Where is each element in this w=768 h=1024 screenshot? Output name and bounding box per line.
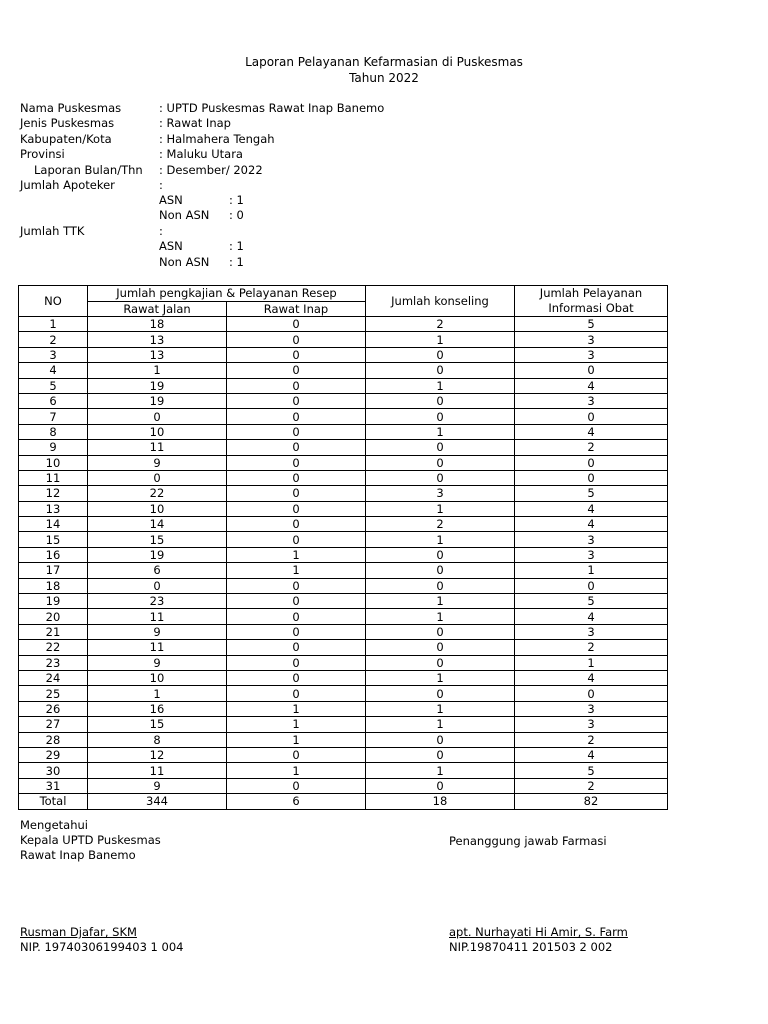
cell-konseling: 3 (366, 486, 515, 501)
cell-rawat-inap: 0 (227, 594, 366, 609)
table-row (19, 440, 668, 455)
cell-rawat-jalan: 11 (88, 763, 227, 778)
cell-rawat-jalan: 9 (88, 778, 227, 793)
cell-rawat-inap: 0 (227, 455, 366, 470)
cell-no: 3 (19, 347, 88, 362)
cell-rawat-jalan: 0 (88, 409, 227, 424)
cell-rawat-inap: 0 (227, 517, 366, 532)
cell-rawat-inap: 1 (227, 701, 366, 716)
cell-rawat-inap: 0 (227, 578, 366, 593)
cell-no: 15 (19, 532, 88, 547)
cell-no: 16 (19, 547, 88, 562)
cell-no: 2 (19, 332, 88, 347)
cell-pio: 5 (515, 594, 668, 609)
cell-pio: 0 (515, 409, 668, 424)
table-row (19, 424, 668, 439)
cell-rawat-jalan: 11 (88, 440, 227, 455)
info-apoteker-label: Jumlah Apoteker (20, 178, 115, 192)
cell-no: 24 (19, 670, 88, 685)
cell-pio: 2 (515, 778, 668, 793)
cell-konseling: 0 (366, 409, 515, 424)
table-row (19, 347, 668, 362)
cell-rawat-inap: 1 (227, 547, 366, 562)
cell-pio: 4 (515, 517, 668, 532)
cell-pio: 2 (515, 640, 668, 655)
cell-no: 6 (19, 393, 88, 408)
cell-pio: 0 (515, 686, 668, 701)
cell-rawat-jalan: 14 (88, 517, 227, 532)
cell-no: 25 (19, 686, 88, 701)
cell-no: 29 (19, 747, 88, 762)
sig-right-nip: NIP.19870411 201503 2 002 (449, 940, 613, 954)
cell-pio: 4 (515, 501, 668, 516)
info-apoteker-nonasn-value: : 0 (229, 208, 244, 222)
header-rawat-jalan: Rawat Jalan (88, 301, 227, 317)
cell-rawat-inap: 0 (227, 440, 366, 455)
cell-no: 22 (19, 640, 88, 655)
cell-no: 20 (19, 609, 88, 624)
cell-konseling: 0 (366, 470, 515, 485)
cell-pio: 4 (515, 609, 668, 624)
cell-konseling: 0 (366, 455, 515, 470)
header-rawat-inap: Rawat Inap (227, 301, 366, 317)
cell-rawat-jalan: 8 (88, 732, 227, 747)
cell-konseling: 0 (366, 363, 515, 378)
header-konseling: Jumlah konseling (366, 286, 515, 317)
cell-rawat-inap: 0 (227, 532, 366, 547)
table-row (19, 409, 668, 424)
cell-no: 17 (19, 563, 88, 578)
cell-no: 28 (19, 732, 88, 747)
cell-rawat-jalan: 16 (88, 701, 227, 716)
cell-rawat-inap: 0 (227, 624, 366, 639)
cell-konseling: 0 (366, 347, 515, 362)
info-ttk-asn-label: ASN (159, 239, 183, 253)
cell-konseling: 0 (366, 624, 515, 639)
cell-rawat-inap: 1 (227, 763, 366, 778)
sig-left-name: Rusman Djafar, SKM (20, 925, 137, 939)
cell-pio: 0 (515, 363, 668, 378)
cell-rawat-inap: 0 (227, 778, 366, 793)
cell-pio: 3 (515, 347, 668, 362)
table-row (19, 701, 668, 716)
table-body (19, 317, 668, 794)
info-laporan-label: Laporan Bulan/Thn (34, 163, 143, 177)
cell-konseling: 1 (366, 609, 515, 624)
sig-left-line3: Rawat Inap Banemo (20, 848, 136, 862)
cell-pio: 3 (515, 624, 668, 639)
info-nama-value: : UPTD Puskesmas Rawat Inap Banemo (159, 101, 385, 115)
cell-rawat-jalan: 15 (88, 532, 227, 547)
cell-rawat-inap: 0 (227, 640, 366, 655)
cell-konseling: 1 (366, 701, 515, 716)
info-prov-value: : Maluku Utara (159, 147, 243, 161)
table-row (19, 594, 668, 609)
table-row (19, 655, 668, 670)
header-pio-line2: Informasi Obat (548, 301, 634, 315)
cell-konseling: 0 (366, 778, 515, 793)
table-row (19, 609, 668, 624)
info-jenis-label: Jenis Puskesmas (20, 116, 115, 130)
table-row (19, 363, 668, 378)
info-prov-label: Provinsi (20, 147, 65, 161)
header-no: NO (19, 286, 88, 317)
cell-rawat-inap: 0 (227, 393, 366, 408)
table-row (19, 517, 668, 532)
report-table (18, 285, 668, 810)
cell-rawat-inap: 0 (227, 486, 366, 501)
cell-pio: 5 (515, 317, 668, 332)
table-row (19, 686, 668, 701)
table-row (19, 640, 668, 655)
cell-no: 1 (19, 317, 88, 332)
info-jenis-value: : Rawat Inap (159, 116, 231, 130)
info-ttk-colon: : (159, 224, 163, 238)
cell-konseling: 1 (366, 670, 515, 685)
total-pio: 82 (515, 794, 668, 809)
info-apoteker-asn-value: : 1 (229, 193, 244, 207)
cell-konseling: 0 (366, 578, 515, 593)
cell-rawat-jalan: 0 (88, 578, 227, 593)
cell-rawat-jalan: 12 (88, 747, 227, 762)
cell-rawat-jalan: 11 (88, 609, 227, 624)
cell-pio: 1 (515, 655, 668, 670)
cell-konseling: 0 (366, 686, 515, 701)
cell-konseling: 1 (366, 594, 515, 609)
cell-pio: 4 (515, 670, 668, 685)
cell-konseling: 2 (366, 317, 515, 332)
cell-pio: 1 (515, 563, 668, 578)
cell-no: 11 (19, 470, 88, 485)
cell-rawat-jalan: 10 (88, 424, 227, 439)
cell-konseling: 2 (366, 517, 515, 532)
total-rawat-inap: 6 (227, 794, 366, 809)
table-row (19, 455, 668, 470)
cell-pio: 3 (515, 547, 668, 562)
cell-rawat-jalan: 1 (88, 363, 227, 378)
table-row (19, 778, 668, 793)
cell-rawat-inap: 0 (227, 501, 366, 516)
cell-konseling: 0 (366, 747, 515, 762)
cell-rawat-inap: 0 (227, 686, 366, 701)
cell-pio: 4 (515, 424, 668, 439)
table-row (19, 624, 668, 639)
cell-rawat-jalan: 9 (88, 624, 227, 639)
cell-no: 30 (19, 763, 88, 778)
cell-konseling: 0 (366, 563, 515, 578)
cell-rawat-jalan: 18 (88, 317, 227, 332)
cell-pio: 3 (515, 717, 668, 732)
cell-rawat-jalan: 15 (88, 717, 227, 732)
sig-left-line1: Mengetahui (20, 818, 88, 832)
table-row (19, 747, 668, 762)
table-row (19, 486, 668, 501)
cell-no: 27 (19, 717, 88, 732)
table-row (19, 547, 668, 562)
total-row (19, 794, 668, 809)
cell-konseling: 0 (366, 732, 515, 747)
table-row (19, 332, 668, 347)
table-row (19, 732, 668, 747)
cell-rawat-inap: 0 (227, 332, 366, 347)
info-ttk-label: Jumlah TTK (20, 224, 85, 238)
total-label: Total (19, 794, 88, 809)
cell-no: 23 (19, 655, 88, 670)
report-title: Laporan Pelayanan Kefarmasian di Puskesmas (245, 55, 523, 69)
cell-pio: 2 (515, 440, 668, 455)
cell-no: 5 (19, 378, 88, 393)
cell-no: 4 (19, 363, 88, 378)
cell-rawat-jalan: 19 (88, 393, 227, 408)
cell-rawat-inap: 0 (227, 747, 366, 762)
cell-no: 9 (19, 440, 88, 455)
cell-rawat-jalan: 22 (88, 486, 227, 501)
cell-pio: 3 (515, 532, 668, 547)
cell-konseling: 0 (366, 547, 515, 562)
info-apoteker-nonasn-label: Non ASN (159, 208, 210, 222)
cell-rawat-jalan: 9 (88, 655, 227, 670)
cell-rawat-jalan: 0 (88, 470, 227, 485)
header-pio-line1: Jumlah Pelayanan (539, 286, 643, 300)
cell-konseling: 1 (366, 424, 515, 439)
cell-rawat-inap: 0 (227, 670, 366, 685)
table-row (19, 378, 668, 393)
info-kab-value: : Halmahera Tengah (159, 132, 275, 146)
cell-pio: 5 (515, 486, 668, 501)
cell-konseling: 0 (366, 640, 515, 655)
info-kab-label: Kabupaten/Kota (20, 132, 112, 146)
cell-rawat-inap: 0 (227, 409, 366, 424)
sig-right-name: apt. Nurhayati Hi Amir, S. Farm (449, 925, 628, 939)
cell-rawat-inap: 0 (227, 378, 366, 393)
total-konseling: 18 (366, 794, 515, 809)
total-rawat-jalan: 344 (88, 794, 227, 809)
cell-rawat-jalan: 11 (88, 640, 227, 655)
cell-rawat-jalan: 6 (88, 563, 227, 578)
cell-konseling: 0 (366, 655, 515, 670)
cell-konseling: 0 (366, 440, 515, 455)
cell-rawat-jalan: 13 (88, 347, 227, 362)
cell-rawat-inap: 0 (227, 655, 366, 670)
cell-rawat-jalan: 10 (88, 501, 227, 516)
sig-left-line2: Kepala UPTD Puskesmas (20, 833, 161, 847)
cell-rawat-inap: 0 (227, 363, 366, 378)
cell-rawat-inap: 1 (227, 717, 366, 732)
cell-no: 10 (19, 455, 88, 470)
cell-no: 19 (19, 594, 88, 609)
info-ttk-nonasn-value: : 1 (229, 255, 244, 269)
cell-pio: 0 (515, 455, 668, 470)
table-row (19, 578, 668, 593)
cell-pio: 2 (515, 732, 668, 747)
info-apoteker-asn-label: ASN (159, 193, 183, 207)
table-row (19, 317, 668, 332)
table-row (19, 670, 668, 685)
cell-pio: 3 (515, 393, 668, 408)
info-laporan-value: : Desember/ 2022 (159, 163, 263, 177)
cell-konseling: 1 (366, 378, 515, 393)
cell-no: 21 (19, 624, 88, 639)
cell-konseling: 1 (366, 532, 515, 547)
report-year: Tahun 2022 (349, 71, 419, 85)
table-row (19, 470, 668, 485)
cell-no: 14 (19, 517, 88, 532)
cell-pio: 3 (515, 701, 668, 716)
info-nama-label: Nama Puskesmas (20, 101, 122, 115)
sig-left-nip: NIP. 19740306199403 1 004 (20, 940, 184, 954)
info-ttk-nonasn-label: Non ASN (159, 255, 210, 269)
cell-no: 8 (19, 424, 88, 439)
cell-rawat-jalan: 10 (88, 670, 227, 685)
table-row (19, 501, 668, 516)
info-apoteker-colon: : (159, 178, 163, 192)
cell-rawat-jalan: 13 (88, 332, 227, 347)
cell-rawat-inap: 0 (227, 347, 366, 362)
cell-konseling: 1 (366, 501, 515, 516)
cell-pio: 4 (515, 747, 668, 762)
cell-no: 18 (19, 578, 88, 593)
cell-pio: 0 (515, 578, 668, 593)
cell-rawat-inap: 0 (227, 317, 366, 332)
table-row (19, 763, 668, 778)
cell-rawat-inap: 0 (227, 470, 366, 485)
header-pio (515, 286, 668, 317)
cell-rawat-jalan: 23 (88, 594, 227, 609)
cell-no: 31 (19, 778, 88, 793)
cell-rawat-inap: 0 (227, 424, 366, 439)
cell-konseling: 1 (366, 717, 515, 732)
table-row (19, 563, 668, 578)
table-row (19, 717, 668, 732)
cell-konseling: 1 (366, 763, 515, 778)
cell-rawat-jalan: 19 (88, 547, 227, 562)
cell-pio: 0 (515, 470, 668, 485)
table-row (19, 393, 668, 408)
info-ttk-asn-value: : 1 (229, 239, 244, 253)
sig-right-role: Penanggung jawab Farmasi (449, 834, 607, 848)
table-row (19, 532, 668, 547)
cell-no: 7 (19, 409, 88, 424)
cell-pio: 5 (515, 763, 668, 778)
cell-pio: 3 (515, 332, 668, 347)
cell-rawat-inap: 1 (227, 563, 366, 578)
cell-no: 26 (19, 701, 88, 716)
cell-pio: 4 (515, 378, 668, 393)
cell-no: 13 (19, 501, 88, 516)
cell-rawat-jalan: 19 (88, 378, 227, 393)
cell-rawat-inap: 0 (227, 609, 366, 624)
cell-no: 12 (19, 486, 88, 501)
cell-rawat-inap: 1 (227, 732, 366, 747)
cell-konseling: 1 (366, 332, 515, 347)
cell-rawat-jalan: 1 (88, 686, 227, 701)
header-pengkajian: Jumlah pengkajian & Pelayanan Resep (88, 286, 366, 302)
cell-konseling: 0 (366, 393, 515, 408)
cell-rawat-jalan: 9 (88, 455, 227, 470)
